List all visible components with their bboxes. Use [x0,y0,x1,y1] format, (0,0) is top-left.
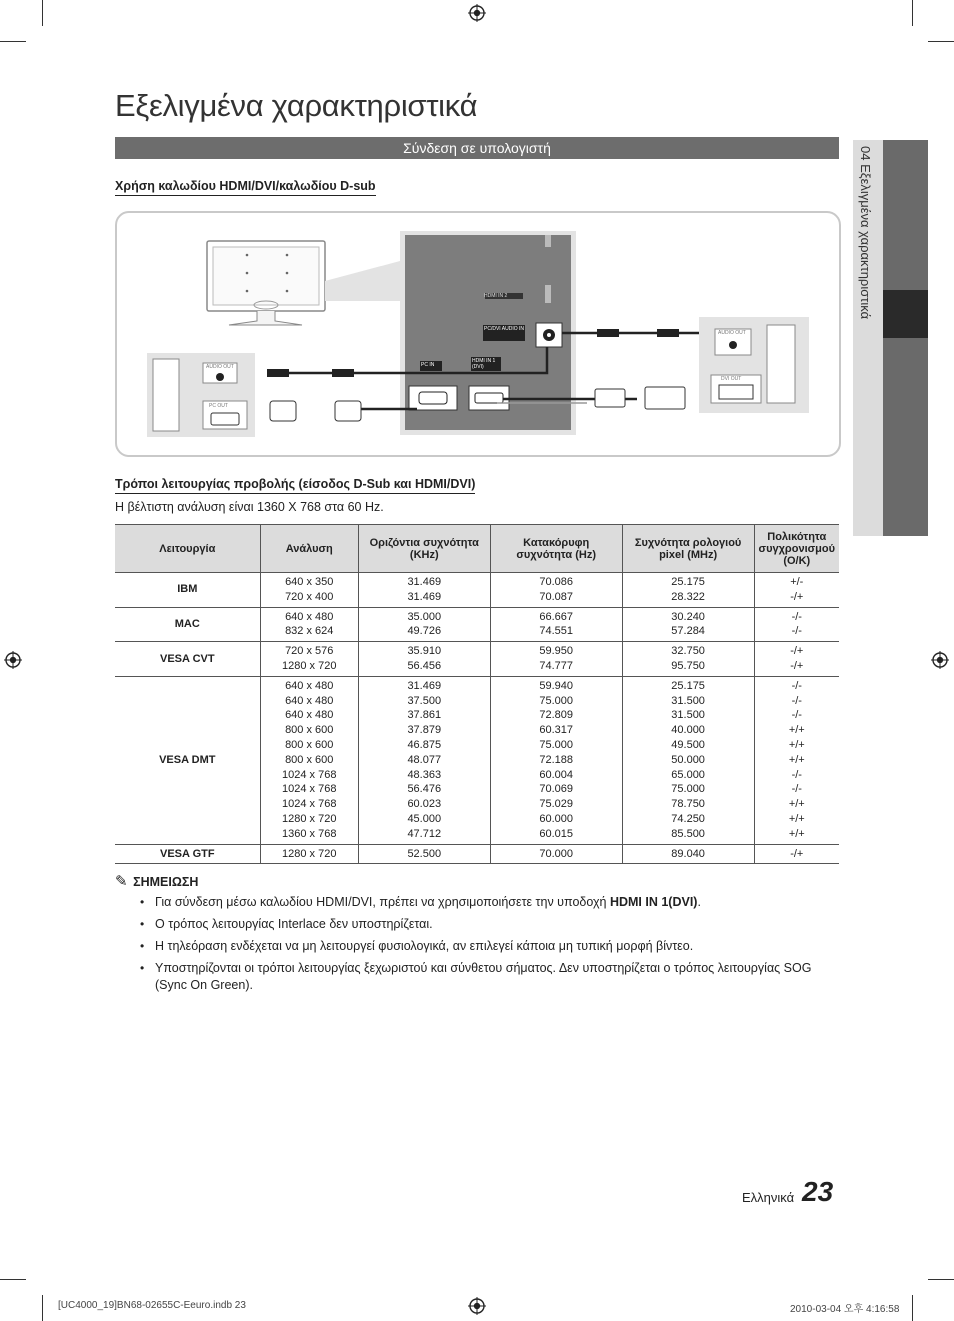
cell-value: 72.809 [539,709,574,722]
print-timestamp: 2010-03-04 오후 4:16:58 [790,1304,900,1315]
cell-value: 1024 x 768 [282,798,337,811]
column-header: Ανάλυση [260,525,358,573]
cell-value: 70.069 [539,783,574,796]
cell-value: 56.476 [407,783,442,796]
modes-subtitle: Τρόποι λειτουργίας προβολής (είσοδος D-Sub και HDMI/DVI) [115,477,475,494]
cell-value: 49.726 [407,625,442,638]
cell-value: -/- [791,768,802,781]
side-tab-block [883,140,928,290]
crop-mark [0,41,26,42]
cell-value: +/+ [788,812,805,825]
registration-mark-icon [931,651,949,669]
pc-left-audio-out-label: AUDIO OUT [206,364,234,370]
h-cell [358,642,490,677]
optimal-resolution-text: Η βέλτιστη ανάλυση είναι 1360 X 768 στα 60 Hz. [115,500,384,514]
list-item: • Η τηλεόραση ενδέχεται να μη λειτουργεί φυσιολογικά, αν επιλεγεί κάποια μη τυπική μορφή βίντεο. [140,938,840,955]
cell-value: -/- [791,783,802,796]
column-header: Οριζόντια συχνότητα (KHz) [358,525,490,573]
cell-value: 49.500 [671,738,705,751]
pol-cell [754,676,839,844]
pc-left-pc-out-label: PC OUT [209,403,228,409]
cell-value: 37.861 [407,709,442,722]
cell-value: 720 x 576 [285,645,334,658]
cell-value: 95.750 [671,659,705,672]
cell-value: 1280 x 720 [282,659,337,672]
cell-value: 28.322 [671,590,705,603]
hdmi2-label: HDMI IN 2 [484,293,508,299]
clk-cell [622,642,754,677]
cell-value: 46.875 [407,738,442,751]
cell-value: 74.777 [539,659,574,672]
mode-cell: VESA GTF [115,844,260,864]
cell-value: 31.469 [407,679,442,692]
pol-cell [754,844,839,864]
table-row [115,642,839,677]
cell-value: 640 x 350 [285,576,334,588]
notes-list [140,894,840,999]
clk-cell [622,676,754,844]
h-cell [358,607,490,642]
cell-value: 31.469 [407,590,442,603]
cell-value: 57.284 [671,625,705,638]
cell-value: 59.950 [539,645,574,658]
side-tab-block [883,338,928,536]
side-tab-marker [883,290,928,338]
cell-value: +/+ [788,798,805,811]
cell-value: 1280 x 720 [282,812,337,825]
pc-in-label: PC IN [421,362,435,368]
cell-value: 50.000 [671,753,705,766]
v-cell [490,573,622,608]
cell-value: 74.250 [671,812,705,825]
mode-cell: MAC [115,607,260,642]
pol-cell [754,607,839,642]
crop-mark [928,1279,954,1280]
h-cell [358,676,490,844]
cell-value: 1024 x 768 [282,783,337,796]
cell-value: 35.000 [407,610,442,623]
crop-mark [42,0,43,26]
column-header: Λειτουργία [115,525,260,573]
clk-cell [622,844,754,864]
v-cell [490,607,622,642]
tv-rear-panel [400,231,576,435]
column-header: Συχνότητα ρολογιού pixel (MHz) [622,525,754,573]
table-row [115,844,839,864]
cell-value: 31.469 [407,576,442,588]
list-item: • Για σύνδεση μέσω καλωδίου HDMI/DVI, πρέπει να χρησιμοποιήσετε την υποδοχή HDMI IN 1(DVI). [140,894,840,911]
cell-value: 60.004 [539,768,574,781]
cell-value: 720 x 400 [285,590,334,603]
cell-value: 800 x 600 [285,753,334,766]
cell-value: 37.500 [407,694,442,707]
cell-value: +/+ [788,753,805,766]
res-cell [260,607,358,642]
cell-value: -/+ [790,659,804,672]
cell-value: 1360 x 768 [282,827,337,840]
pol-cell [754,642,839,677]
footer-language: Ελληνικά [742,1190,795,1205]
cell-value: +/+ [788,724,805,737]
h-cell [358,573,490,608]
crop-mark [912,0,913,26]
cell-value: 65.000 [671,768,705,781]
table-header-row [115,525,839,573]
mode-cell: IBM [115,573,260,608]
cell-value: 60.023 [407,798,442,811]
print-slug: [UC4000_19]BN68-02655C-Eeuro.indb 23 [58,1300,246,1311]
cell-value: 78.750 [671,798,705,811]
table-row [115,573,839,608]
cell-value: 75.000 [539,694,574,707]
h-cell [358,844,490,864]
display-modes-table [115,524,839,864]
registration-mark-icon [4,651,22,669]
pol-cell [754,573,839,608]
clk-cell [622,573,754,608]
cell-value: -/- [791,610,802,623]
cell-value: 640 x 480 [285,610,334,623]
connection-subtitle: Χρήση καλωδίου HDMI/DVI/καλωδίου D-sub [115,179,376,196]
section-title: Σύνδεση σε υπολογιστή [115,137,839,159]
page-number: 23 [802,1176,834,1207]
mode-cell: VESA CVT [115,642,260,677]
table-row [115,676,839,844]
cell-value: 40.000 [671,724,705,737]
cell-value: 25.175 [671,576,705,588]
cell-value: 75.000 [539,738,574,751]
cell-value: 70.086 [539,576,574,588]
pc-right-dvi-out-label: DVI OUT [721,376,742,382]
res-cell [260,844,358,864]
cell-value: 32.750 [671,645,705,658]
column-header: Κατακόρυφη συχνότητα (Hz) [490,525,622,573]
v-cell [490,676,622,844]
cell-value: 48.363 [407,768,442,781]
cell-value: 1280 x 720 [282,847,337,860]
side-tab-label: 04 Εξελιγμένα χαρακτηριστικά [858,146,873,320]
page-title: Εξελιγμένα χαρακτηριστικά [115,88,478,123]
cell-value: -/- [791,694,802,707]
cell-value: 52.500 [407,847,442,860]
cell-value: 60.015 [539,827,574,840]
connection-diagram [115,211,841,457]
cell-value: 75.000 [671,783,705,796]
crop-mark [912,1295,913,1321]
cell-value: 70.087 [539,590,574,603]
cell-value: -/- [791,625,802,638]
registration-mark-icon [468,1297,486,1315]
cell-value: 47.712 [407,827,442,840]
res-cell [260,676,358,844]
cell-value: -/- [791,679,802,692]
v-cell [490,844,622,864]
cell-value: 30.240 [671,610,705,623]
mode-cell: VESA DMT [115,676,260,844]
cell-value: 640 x 480 [285,694,334,707]
tv-front-image [207,241,325,325]
res-cell [260,573,358,608]
table-row [115,607,839,642]
cell-value: 74.551 [539,625,574,638]
pc-left [147,353,255,437]
cell-value: 89.040 [671,847,705,860]
clk-cell [622,607,754,642]
cell-value: 70.000 [539,847,574,860]
pencil-icon: ✎ [115,873,128,890]
cell-value: 56.456 [407,659,442,672]
cell-value: 832 x 624 [285,625,334,638]
cell-value: 31.500 [671,709,705,722]
cell-value: 640 x 480 [285,679,334,692]
cell-value: 60.000 [539,812,574,825]
cell-value: 800 x 600 [285,738,334,751]
cell-value: +/+ [788,738,805,751]
cell-value: -/+ [790,847,804,860]
cell-value: 1024 x 768 [282,768,337,781]
cell-value: -/+ [790,590,804,603]
crop-mark [0,1279,26,1280]
cell-value: 45.000 [407,812,442,825]
v-cell [490,642,622,677]
column-header: Πολικότητα συγχρονισμού (Ο/Κ) [754,525,839,573]
cell-value: 66.667 [539,610,574,623]
note-heading: ✎ ΣΗΜΕΙΩΣΗ [115,873,199,890]
res-cell [260,642,358,677]
cell-value: 800 x 600 [285,724,334,737]
cell-value: 75.029 [539,798,574,811]
pc-dvi-audio-label: PC/DVI AUDIO IN [484,326,525,332]
crop-mark [42,1295,43,1321]
cell-value: 25.175 [671,679,705,692]
registration-mark-icon [468,4,486,22]
cell-value: 31.500 [671,694,705,707]
cell-value: +/+ [788,827,805,840]
cell-value: -/+ [790,645,804,658]
cell-value: 72.188 [539,753,574,766]
pc-right [699,317,809,413]
cell-value: -/- [791,709,802,722]
cell-value: 640 x 480 [285,709,334,722]
cell-value: +/- [790,576,804,588]
cell-value: 60.317 [539,724,574,737]
cell-value: 85.500 [671,827,705,840]
crop-mark [928,41,954,42]
cell-value: 59.940 [539,679,574,692]
pc-right-audio-out-label: AUDIO OUT [718,330,746,336]
list-item: • Ο τρόπος λειτουργίας Interlace δεν υποστηρίζεται. [140,916,840,933]
list-item: • Υποστηρίζονται οι τρόποι λειτουργίας ξεχωριστού και σύνθετου σήματος. Δεν υποστηρίζεται ο τρόπος λειτουργίας SOG (Sync On Green). [140,960,840,994]
cell-value: 35.910 [407,645,442,658]
hdmi1-label: HDMI IN 1 (DVI) [472,358,496,370]
cell-value: 48.077 [407,753,442,766]
cell-value: 37.879 [407,724,442,737]
